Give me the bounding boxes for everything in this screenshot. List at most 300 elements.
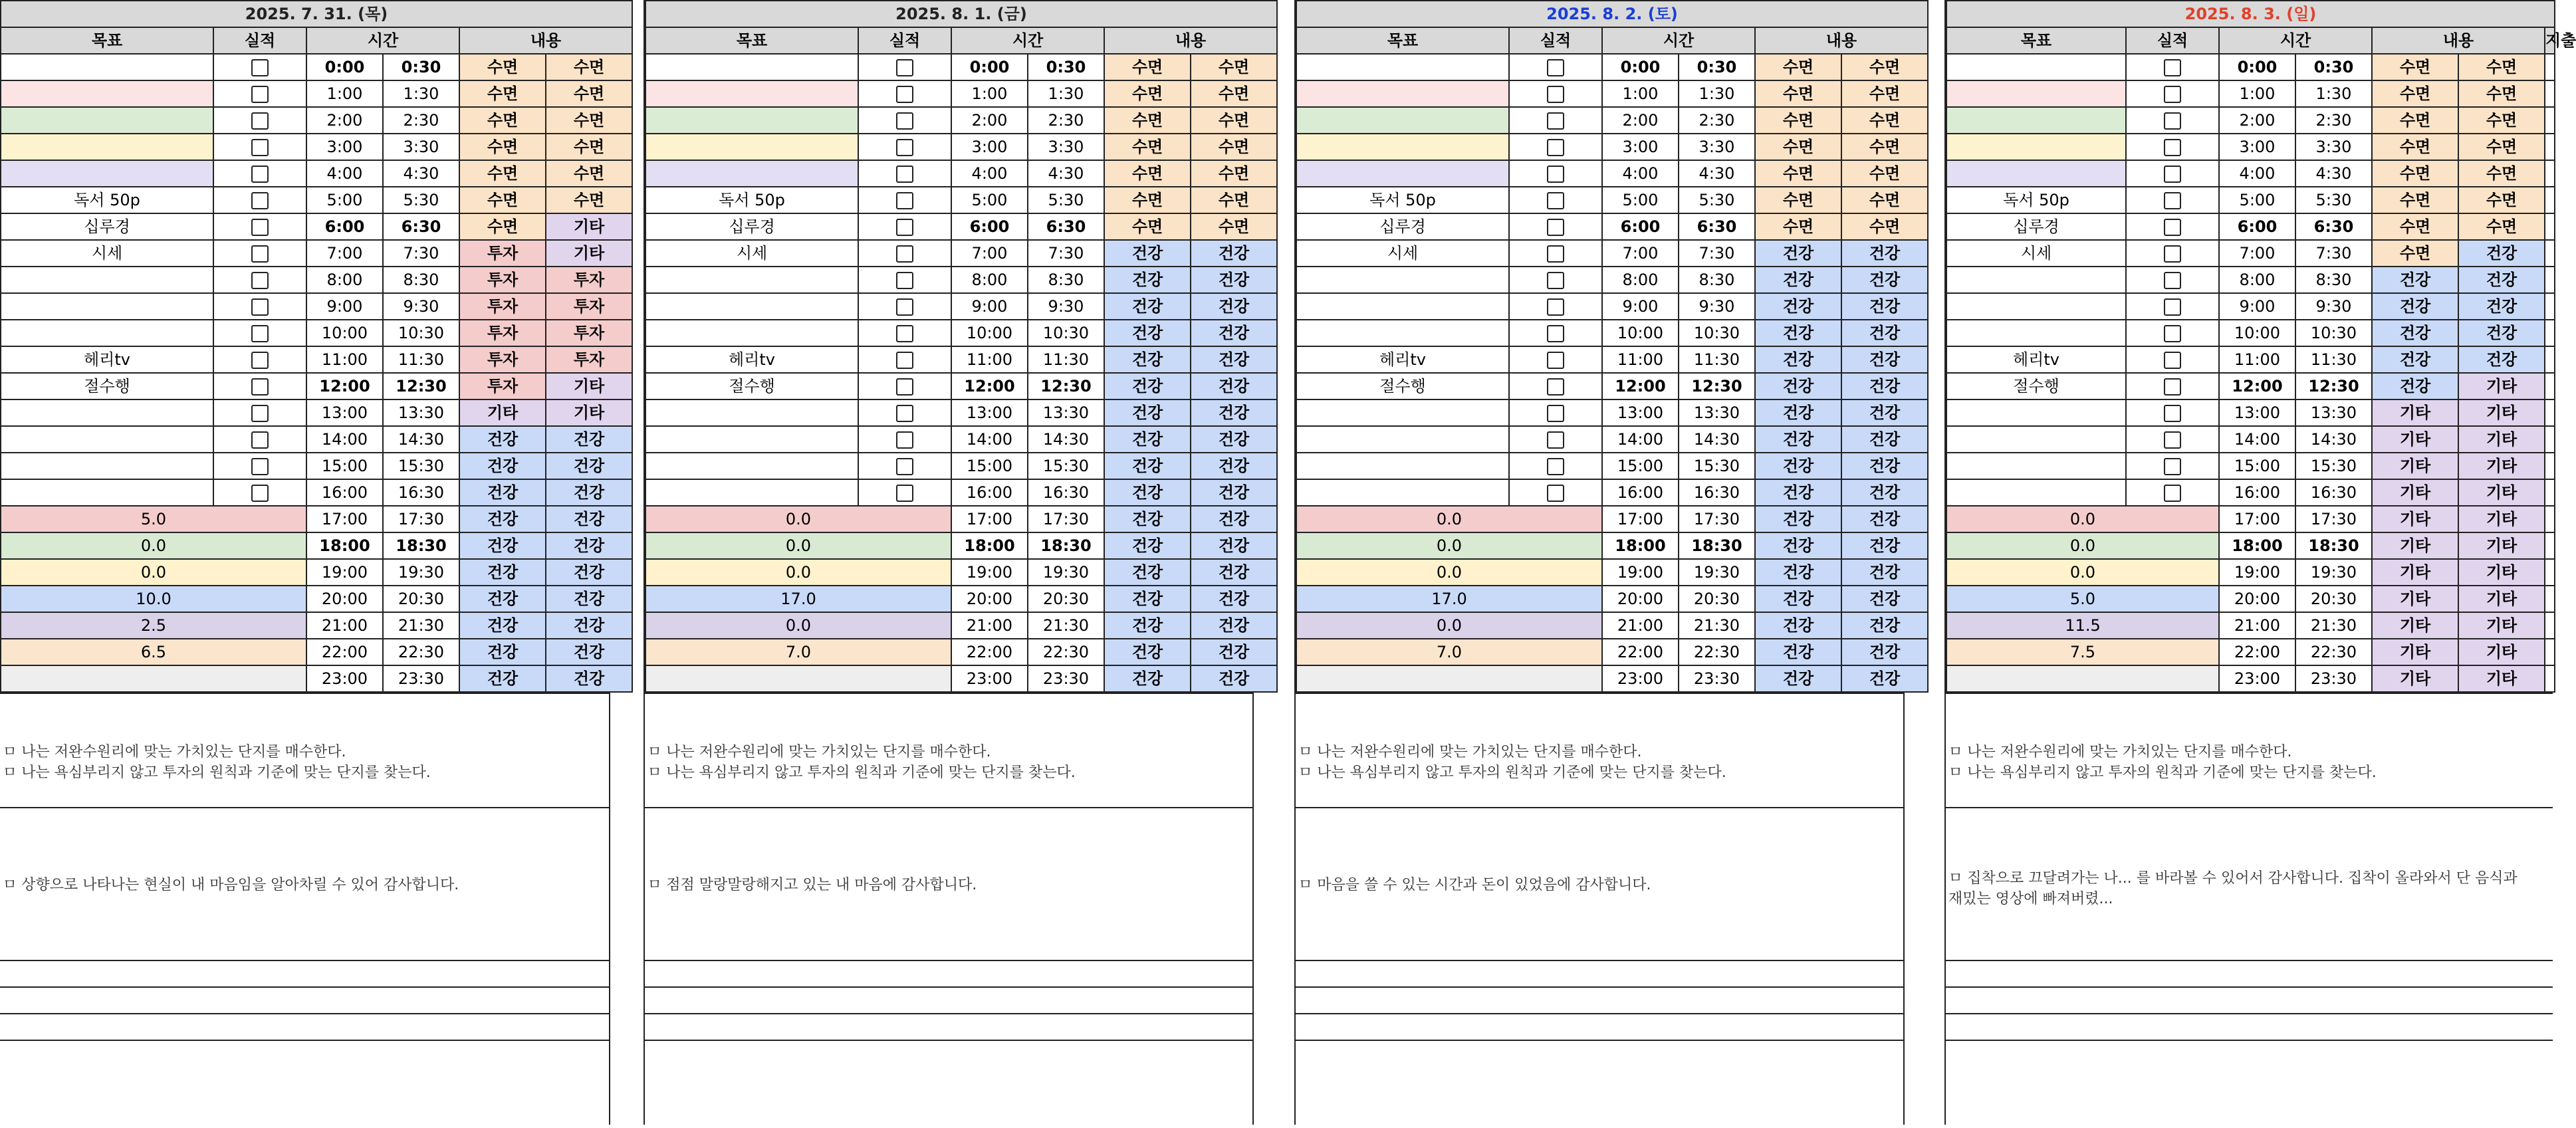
- content-cell[interactable]: 수면: [1841, 54, 1928, 80]
- expense-cell[interactable]: [2545, 453, 2555, 479]
- content-cell[interactable]: 건강: [459, 532, 546, 559]
- done-checkbox[interactable]: [2164, 245, 2181, 263]
- expense-cell[interactable]: [2545, 240, 2555, 267]
- content-cell[interactable]: 건강: [1755, 426, 1841, 453]
- content-cell[interactable]: 기타: [459, 399, 546, 426]
- done-checkbox[interactable]: [1547, 352, 1564, 369]
- content-cell[interactable]: 건강: [1755, 399, 1841, 426]
- goal-cell: 헤리tv: [1946, 346, 2126, 373]
- content-cell[interactable]: 수면: [2372, 213, 2458, 240]
- content-cell[interactable]: 건강: [1191, 532, 1277, 559]
- expense-cell[interactable]: [2545, 293, 2555, 320]
- content-cell[interactable]: 건강: [546, 532, 632, 559]
- content-cell[interactable]: 수면: [546, 80, 632, 107]
- content-cell[interactable]: 건강: [459, 586, 546, 612]
- content-cell[interactable]: 건강: [459, 426, 546, 453]
- done-checkbox[interactable]: [1547, 485, 1564, 502]
- content-cell[interactable]: 건강: [1755, 559, 1841, 586]
- content-cell[interactable]: 건강: [1104, 586, 1191, 612]
- content-cell[interactable]: 건강: [1841, 293, 1928, 320]
- content-cell[interactable]: 기타: [2372, 532, 2458, 559]
- done-checkbox[interactable]: [251, 166, 269, 183]
- content-cell[interactable]: 기타: [2458, 479, 2545, 506]
- content-cell[interactable]: 수면: [2372, 80, 2458, 107]
- content-cell[interactable]: 수면: [1841, 80, 1928, 107]
- done-checkbox[interactable]: [1547, 431, 1564, 449]
- content-cell[interactable]: 기타: [2372, 506, 2458, 532]
- content-cell[interactable]: 건강: [459, 506, 546, 532]
- content-cell[interactable]: 기타: [2458, 532, 2545, 559]
- done-checkbox[interactable]: [1547, 458, 1564, 475]
- time-row: [1296, 559, 1928, 586]
- content-cell[interactable]: 건강: [1755, 506, 1841, 532]
- content-cell[interactable]: 수면: [1755, 160, 1841, 187]
- content-cell[interactable]: 건강: [1755, 293, 1841, 320]
- content-cell[interactable]: 기타: [2372, 559, 2458, 586]
- done-checkbox[interactable]: [1547, 272, 1564, 289]
- content-cell[interactable]: 수면: [546, 134, 632, 160]
- content-cell[interactable]: 건강: [1104, 293, 1191, 320]
- content-cell[interactable]: 수면: [1104, 80, 1191, 107]
- content-cell[interactable]: 건강: [2372, 346, 2458, 373]
- content-cell[interactable]: 수면: [459, 54, 546, 80]
- content-cell[interactable]: 투자: [546, 320, 632, 346]
- done-checkbox[interactable]: [896, 431, 913, 449]
- content-cell[interactable]: 건강: [459, 665, 546, 692]
- content-cell[interactable]: 건강: [1104, 612, 1191, 639]
- content-cell[interactable]: 건강: [459, 559, 546, 586]
- content-cell[interactable]: 수면: [1841, 134, 1928, 160]
- content-cell[interactable]: 건강: [1755, 639, 1841, 665]
- content-cell[interactable]: 건강: [1841, 373, 1928, 399]
- content-cell[interactable]: 건강: [1755, 267, 1841, 293]
- content-cell[interactable]: 건강: [1841, 267, 1928, 293]
- expense-cell[interactable]: [2545, 160, 2555, 187]
- done-checkbox[interactable]: [251, 485, 269, 502]
- content-cell[interactable]: 기타: [2458, 453, 2545, 479]
- goal-cell: [1, 107, 213, 134]
- expense-cell[interactable]: [2545, 506, 2555, 532]
- done-checkbox[interactable]: [251, 272, 269, 289]
- content-cell[interactable]: 수면: [1755, 213, 1841, 240]
- done-checkbox[interactable]: [1547, 166, 1564, 183]
- done-checkbox[interactable]: [251, 431, 269, 449]
- content-cell[interactable]: 건강: [546, 665, 632, 692]
- content-cell[interactable]: 건강: [1191, 293, 1277, 320]
- done-checkbox[interactable]: [2164, 86, 2181, 103]
- content-cell[interactable]: 건강: [1841, 453, 1928, 479]
- content-cell[interactable]: 건강: [2458, 346, 2545, 373]
- expense-cell[interactable]: [2545, 373, 2555, 399]
- content-cell[interactable]: 기타: [2372, 399, 2458, 426]
- content-cell[interactable]: 건강: [459, 479, 546, 506]
- content-cell[interactable]: 건강: [459, 453, 546, 479]
- content-cell[interactable]: 수면: [2458, 134, 2545, 160]
- content-cell[interactable]: 건강: [1841, 665, 1928, 692]
- content-cell[interactable]: 건강: [1841, 532, 1928, 559]
- content-cell[interactable]: 수면: [459, 134, 546, 160]
- content-cell[interactable]: 건강: [546, 506, 632, 532]
- content-cell[interactable]: 수면: [1755, 107, 1841, 134]
- content-cell[interactable]: 수면: [1191, 213, 1277, 240]
- content-cell[interactable]: 투자: [546, 267, 632, 293]
- done-checkbox[interactable]: [896, 112, 913, 130]
- content-cell[interactable]: 건강: [1841, 240, 1928, 267]
- content-cell[interactable]: 건강: [1191, 506, 1277, 532]
- content-cell[interactable]: 기타: [2458, 612, 2545, 639]
- content-cell[interactable]: 건강: [2372, 320, 2458, 346]
- content-cell[interactable]: 건강: [1104, 346, 1191, 373]
- content-cell[interactable]: 건강: [1104, 665, 1191, 692]
- done-checkbox[interactable]: [2164, 458, 2181, 475]
- content-cell[interactable]: 기타: [2458, 399, 2545, 426]
- content-cell[interactable]: 건강: [1104, 240, 1191, 267]
- time-row: [645, 80, 1277, 107]
- done-checkbox[interactable]: [251, 378, 269, 395]
- content-cell[interactable]: 건강: [1104, 373, 1191, 399]
- done-checkbox[interactable]: [1547, 219, 1564, 236]
- done-checkbox[interactable]: [251, 86, 269, 103]
- content-cell[interactable]: 건강: [1104, 559, 1191, 586]
- content-cell[interactable]: 건강: [459, 639, 546, 665]
- content-cell[interactable]: 건강: [1755, 665, 1841, 692]
- content-cell[interactable]: 건강: [1755, 612, 1841, 639]
- content-cell[interactable]: 기타: [2458, 373, 2545, 399]
- expense-cell[interactable]: [2545, 80, 2555, 107]
- expense-cell[interactable]: [2545, 399, 2555, 426]
- expense-cell[interactable]: [2545, 187, 2555, 213]
- expense-cell[interactable]: [2545, 426, 2555, 453]
- content-cell[interactable]: 기타: [2458, 586, 2545, 612]
- done-checkbox[interactable]: [2164, 485, 2181, 502]
- content-cell[interactable]: 건강: [546, 586, 632, 612]
- expense-cell[interactable]: [2545, 639, 2555, 665]
- content-cell[interactable]: 건강: [546, 639, 632, 665]
- content-cell[interactable]: 수면: [1755, 54, 1841, 80]
- time-end-cell: 19:30: [2295, 559, 2372, 586]
- content-cell[interactable]: 건강: [1841, 346, 1928, 373]
- expense-cell[interactable]: [2545, 479, 2555, 506]
- done-checkbox[interactable]: [251, 352, 269, 369]
- done-checkbox[interactable]: [2164, 112, 2181, 130]
- time-end-cell: 19:30: [383, 559, 459, 586]
- done-checkbox[interactable]: [1547, 86, 1564, 103]
- expense-cell[interactable]: [2545, 586, 2555, 612]
- content-cell[interactable]: 기타: [2372, 639, 2458, 665]
- content-cell[interactable]: 기타: [2372, 612, 2458, 639]
- content-cell[interactable]: 수면: [1104, 213, 1191, 240]
- done-checkbox[interactable]: [251, 112, 269, 130]
- done-checkbox[interactable]: [1547, 139, 1564, 156]
- content-cell[interactable]: 수면: [546, 107, 632, 134]
- done-checkbox[interactable]: [1547, 245, 1564, 263]
- time-column-header: 시간: [1602, 27, 1755, 54]
- done-checkbox[interactable]: [896, 405, 913, 422]
- content-cell[interactable]: 건강: [1841, 320, 1928, 346]
- done-checkbox[interactable]: [2164, 192, 2181, 209]
- content-cell[interactable]: 수면: [459, 80, 546, 107]
- content-cell[interactable]: 수면: [1104, 107, 1191, 134]
- done-checkbox[interactable]: [896, 458, 913, 475]
- content-cell[interactable]: 건강: [1841, 586, 1928, 612]
- content-cell[interactable]: 건강: [1841, 399, 1928, 426]
- content-cell[interactable]: 수면: [459, 213, 546, 240]
- done-checkbox[interactable]: [896, 272, 913, 289]
- time-end-cell: 3:30: [1679, 134, 1755, 160]
- content-cell[interactable]: 기타: [2458, 559, 2545, 586]
- goal-cell: [645, 134, 858, 160]
- content-cell[interactable]: 수면: [2458, 213, 2545, 240]
- content-cell[interactable]: 수면: [1191, 187, 1277, 213]
- content-cell[interactable]: 건강: [1191, 373, 1277, 399]
- content-cell[interactable]: 건강: [2458, 240, 2545, 267]
- content-cell[interactable]: 건강: [1104, 639, 1191, 665]
- content-cell[interactable]: 수면: [1104, 187, 1191, 213]
- expense-cell[interactable]: [2545, 559, 2555, 586]
- content-cell[interactable]: 투자: [459, 346, 546, 373]
- done-checkbox[interactable]: [251, 405, 269, 422]
- content-cell[interactable]: 건강: [1191, 426, 1277, 453]
- content-cell[interactable]: 건강: [2372, 293, 2458, 320]
- done-checkbox[interactable]: [1547, 298, 1564, 316]
- content-cell[interactable]: 건강: [1104, 426, 1191, 453]
- gratitude-notes: [645, 807, 1252, 960]
- done-checkbox[interactable]: [2164, 431, 2181, 449]
- content-cell[interactable]: 기타: [2458, 639, 2545, 665]
- content-cell[interactable]: 기타: [2372, 586, 2458, 612]
- content-cell[interactable]: 건강: [1104, 453, 1191, 479]
- content-cell[interactable]: 수면: [2372, 187, 2458, 213]
- done-checkbox[interactable]: [2164, 166, 2181, 183]
- done-checkbox[interactable]: [2164, 298, 2181, 316]
- expense-cell[interactable]: [2545, 267, 2555, 293]
- content-cell[interactable]: 수면: [1841, 160, 1928, 187]
- content-cell[interactable]: 투자: [546, 293, 632, 320]
- content-cell[interactable]: 건강: [1191, 346, 1277, 373]
- content-cell[interactable]: 건강: [1191, 559, 1277, 586]
- content-cell[interactable]: 건강: [1755, 586, 1841, 612]
- content-cell[interactable]: 투자: [459, 267, 546, 293]
- content-cell[interactable]: 수면: [459, 187, 546, 213]
- done-checkbox[interactable]: [896, 298, 913, 316]
- content-cell[interactable]: 수면: [459, 107, 546, 134]
- content-cell[interactable]: 건강: [1841, 479, 1928, 506]
- done-checkbox[interactable]: [2164, 325, 2181, 342]
- content-cell[interactable]: 수면: [1191, 107, 1277, 134]
- content-cell[interactable]: 수면: [2458, 54, 2545, 80]
- expense-cell[interactable]: [2545, 532, 2555, 559]
- expense-cell[interactable]: [2545, 54, 2555, 80]
- content-cell[interactable]: 건강: [2458, 293, 2545, 320]
- done-checkbox[interactable]: [896, 325, 913, 342]
- content-cell[interactable]: 수면: [546, 54, 632, 80]
- content-cell[interactable]: 수면: [459, 160, 546, 187]
- done-cell: [858, 54, 951, 80]
- content-cell[interactable]: 건강: [459, 612, 546, 639]
- done-checkbox[interactable]: [896, 86, 913, 103]
- done-checkbox[interactable]: [2164, 405, 2181, 422]
- done-checkbox[interactable]: [896, 245, 913, 263]
- content-cell[interactable]: 건강: [2372, 267, 2458, 293]
- content-cell[interactable]: 건강: [1104, 506, 1191, 532]
- content-cell[interactable]: 건강: [546, 612, 632, 639]
- expense-cell[interactable]: [2545, 612, 2555, 639]
- done-checkbox[interactable]: [896, 192, 913, 209]
- content-cell[interactable]: 건강: [1191, 240, 1277, 267]
- content-cell[interactable]: 건강: [1841, 506, 1928, 532]
- content-cell[interactable]: 수면: [2458, 80, 2545, 107]
- content-cell[interactable]: 수면: [1104, 54, 1191, 80]
- done-checkbox[interactable]: [251, 139, 269, 156]
- done-checkbox[interactable]: [896, 166, 913, 183]
- expense-cell[interactable]: [2545, 320, 2555, 346]
- expense-cell[interactable]: [2545, 134, 2555, 160]
- content-cell[interactable]: 건강: [1191, 267, 1277, 293]
- content-cell[interactable]: 수면: [2372, 54, 2458, 80]
- content-cell[interactable]: 기타: [546, 399, 632, 426]
- done-checkbox[interactable]: [1547, 59, 1564, 76]
- content-cell[interactable]: 수면: [1841, 187, 1928, 213]
- expense-cell[interactable]: [2545, 346, 2555, 373]
- content-cell[interactable]: 건강: [1755, 479, 1841, 506]
- done-checkbox[interactable]: [1547, 378, 1564, 395]
- content-cell[interactable]: 투자: [459, 293, 546, 320]
- content-cell[interactable]: 수면: [1841, 107, 1928, 134]
- content-cell[interactable]: 기타: [2458, 506, 2545, 532]
- content-cell[interactable]: 수면: [1191, 134, 1277, 160]
- content-cell[interactable]: 기타: [2458, 426, 2545, 453]
- done-checkbox[interactable]: [251, 298, 269, 316]
- content-cell[interactable]: 수면: [2458, 187, 2545, 213]
- content-cell[interactable]: 건강: [546, 479, 632, 506]
- content-cell[interactable]: 기타: [546, 373, 632, 399]
- content-cell[interactable]: 기타: [2458, 665, 2545, 692]
- content-cell[interactable]: 수면: [2372, 160, 2458, 187]
- content-cell[interactable]: 건강: [2458, 320, 2545, 346]
- content-cell[interactable]: 수면: [1191, 54, 1277, 80]
- content-cell[interactable]: 수면: [1755, 187, 1841, 213]
- content-cell[interactable]: 수면: [2372, 134, 2458, 160]
- done-checkbox[interactable]: [896, 352, 913, 369]
- done-checkbox[interactable]: [251, 192, 269, 209]
- done-checkbox[interactable]: [896, 378, 913, 395]
- content-cell[interactable]: 수면: [546, 160, 632, 187]
- content-cell[interactable]: 건강: [1841, 639, 1928, 665]
- content-cell[interactable]: 건강: [1755, 320, 1841, 346]
- content-cell[interactable]: 건강: [546, 426, 632, 453]
- content-cell[interactable]: 건강: [1104, 399, 1191, 426]
- content-cell[interactable]: 건강: [1191, 639, 1277, 665]
- content-cell[interactable]: 수면: [1191, 80, 1277, 107]
- done-checkbox[interactable]: [251, 59, 269, 76]
- content-cell[interactable]: 투자: [459, 373, 546, 399]
- content-cell[interactable]: 수면: [1104, 160, 1191, 187]
- content-cell[interactable]: 건강: [1104, 479, 1191, 506]
- content-cell[interactable]: 수면: [2458, 160, 2545, 187]
- content-cell[interactable]: 건강: [2372, 373, 2458, 399]
- content-cell[interactable]: 건강: [1755, 453, 1841, 479]
- content-cell[interactable]: 건강: [1191, 665, 1277, 692]
- content-cell[interactable]: 수면: [2372, 240, 2458, 267]
- content-cell[interactable]: 건강: [1191, 586, 1277, 612]
- expense-cell[interactable]: [2545, 665, 2555, 692]
- done-cell: [858, 267, 951, 293]
- done-checkbox[interactable]: [896, 485, 913, 502]
- content-cell[interactable]: 투자: [459, 240, 546, 267]
- content-cell[interactable]: 수면: [1755, 134, 1841, 160]
- done-checkbox[interactable]: [1547, 405, 1564, 422]
- content-cell[interactable]: 건강: [1104, 532, 1191, 559]
- expense-cell[interactable]: [2545, 213, 2555, 240]
- content-cell[interactable]: 건강: [1191, 612, 1277, 639]
- time-end-cell: 8:30: [383, 267, 459, 293]
- done-cell: [2126, 80, 2219, 107]
- content-cell[interactable]: 수면: [1755, 80, 1841, 107]
- content-cell[interactable]: 투자: [546, 346, 632, 373]
- content-cell[interactable]: 건강: [1191, 453, 1277, 479]
- content-cell[interactable]: 수면: [1104, 134, 1191, 160]
- content-cell[interactable]: 건강: [1841, 559, 1928, 586]
- content-cell[interactable]: 건강: [1841, 612, 1928, 639]
- content-cell[interactable]: 수면: [1191, 160, 1277, 187]
- content-cell[interactable]: 기타: [546, 213, 632, 240]
- content-cell[interactable]: 기타: [2372, 426, 2458, 453]
- content-cell[interactable]: 기타: [2372, 665, 2458, 692]
- content-cell[interactable]: 건강: [1191, 320, 1277, 346]
- content-cell[interactable]: 수면: [2372, 107, 2458, 134]
- content-cell[interactable]: 건강: [2458, 267, 2545, 293]
- content-cell[interactable]: 건강: [1755, 532, 1841, 559]
- done-checkbox[interactable]: [2164, 352, 2181, 369]
- summary-cell: [645, 665, 951, 692]
- done-checkbox[interactable]: [251, 245, 269, 263]
- done-checkbox[interactable]: [251, 458, 269, 475]
- done-checkbox[interactable]: [251, 325, 269, 342]
- done-checkbox[interactable]: [2164, 272, 2181, 289]
- done-checkbox[interactable]: [2164, 378, 2181, 395]
- content-cell[interactable]: 건강: [1755, 346, 1841, 373]
- done-checkbox[interactable]: [2164, 59, 2181, 76]
- content-cell[interactable]: 기타: [2372, 453, 2458, 479]
- content-cell[interactable]: 건강: [1191, 399, 1277, 426]
- content-cell[interactable]: 건강: [546, 559, 632, 586]
- content-cell[interactable]: 건강: [1755, 240, 1841, 267]
- goal-cell: [1946, 134, 2126, 160]
- content-cell[interactable]: 수면: [2458, 107, 2545, 134]
- expense-cell[interactable]: [2545, 107, 2555, 134]
- done-checkbox[interactable]: [1547, 325, 1564, 342]
- done-checkbox[interactable]: [2164, 219, 2181, 236]
- content-cell[interactable]: 건강: [546, 453, 632, 479]
- done-checkbox[interactable]: [896, 219, 913, 236]
- content-cell[interactable]: 기타: [2372, 479, 2458, 506]
- content-cell[interactable]: 투자: [459, 320, 546, 346]
- content-cell[interactable]: 건강: [1191, 479, 1277, 506]
- content-cell[interactable]: 기타: [546, 240, 632, 267]
- content-cell[interactable]: 건강: [1104, 267, 1191, 293]
- content-cell[interactable]: 건강: [1755, 373, 1841, 399]
- done-checkbox[interactable]: [1547, 192, 1564, 209]
- content-cell[interactable]: 건강: [1841, 426, 1928, 453]
- done-checkbox[interactable]: [2164, 139, 2181, 156]
- done-checkbox[interactable]: [251, 219, 269, 236]
- done-checkbox[interactable]: [896, 139, 913, 156]
- content-cell[interactable]: 수면: [546, 187, 632, 213]
- done-checkbox[interactable]: [1547, 112, 1564, 130]
- content-cell[interactable]: 건강: [1104, 320, 1191, 346]
- done-checkbox[interactable]: [896, 59, 913, 76]
- content-cell[interactable]: 수면: [1841, 213, 1928, 240]
